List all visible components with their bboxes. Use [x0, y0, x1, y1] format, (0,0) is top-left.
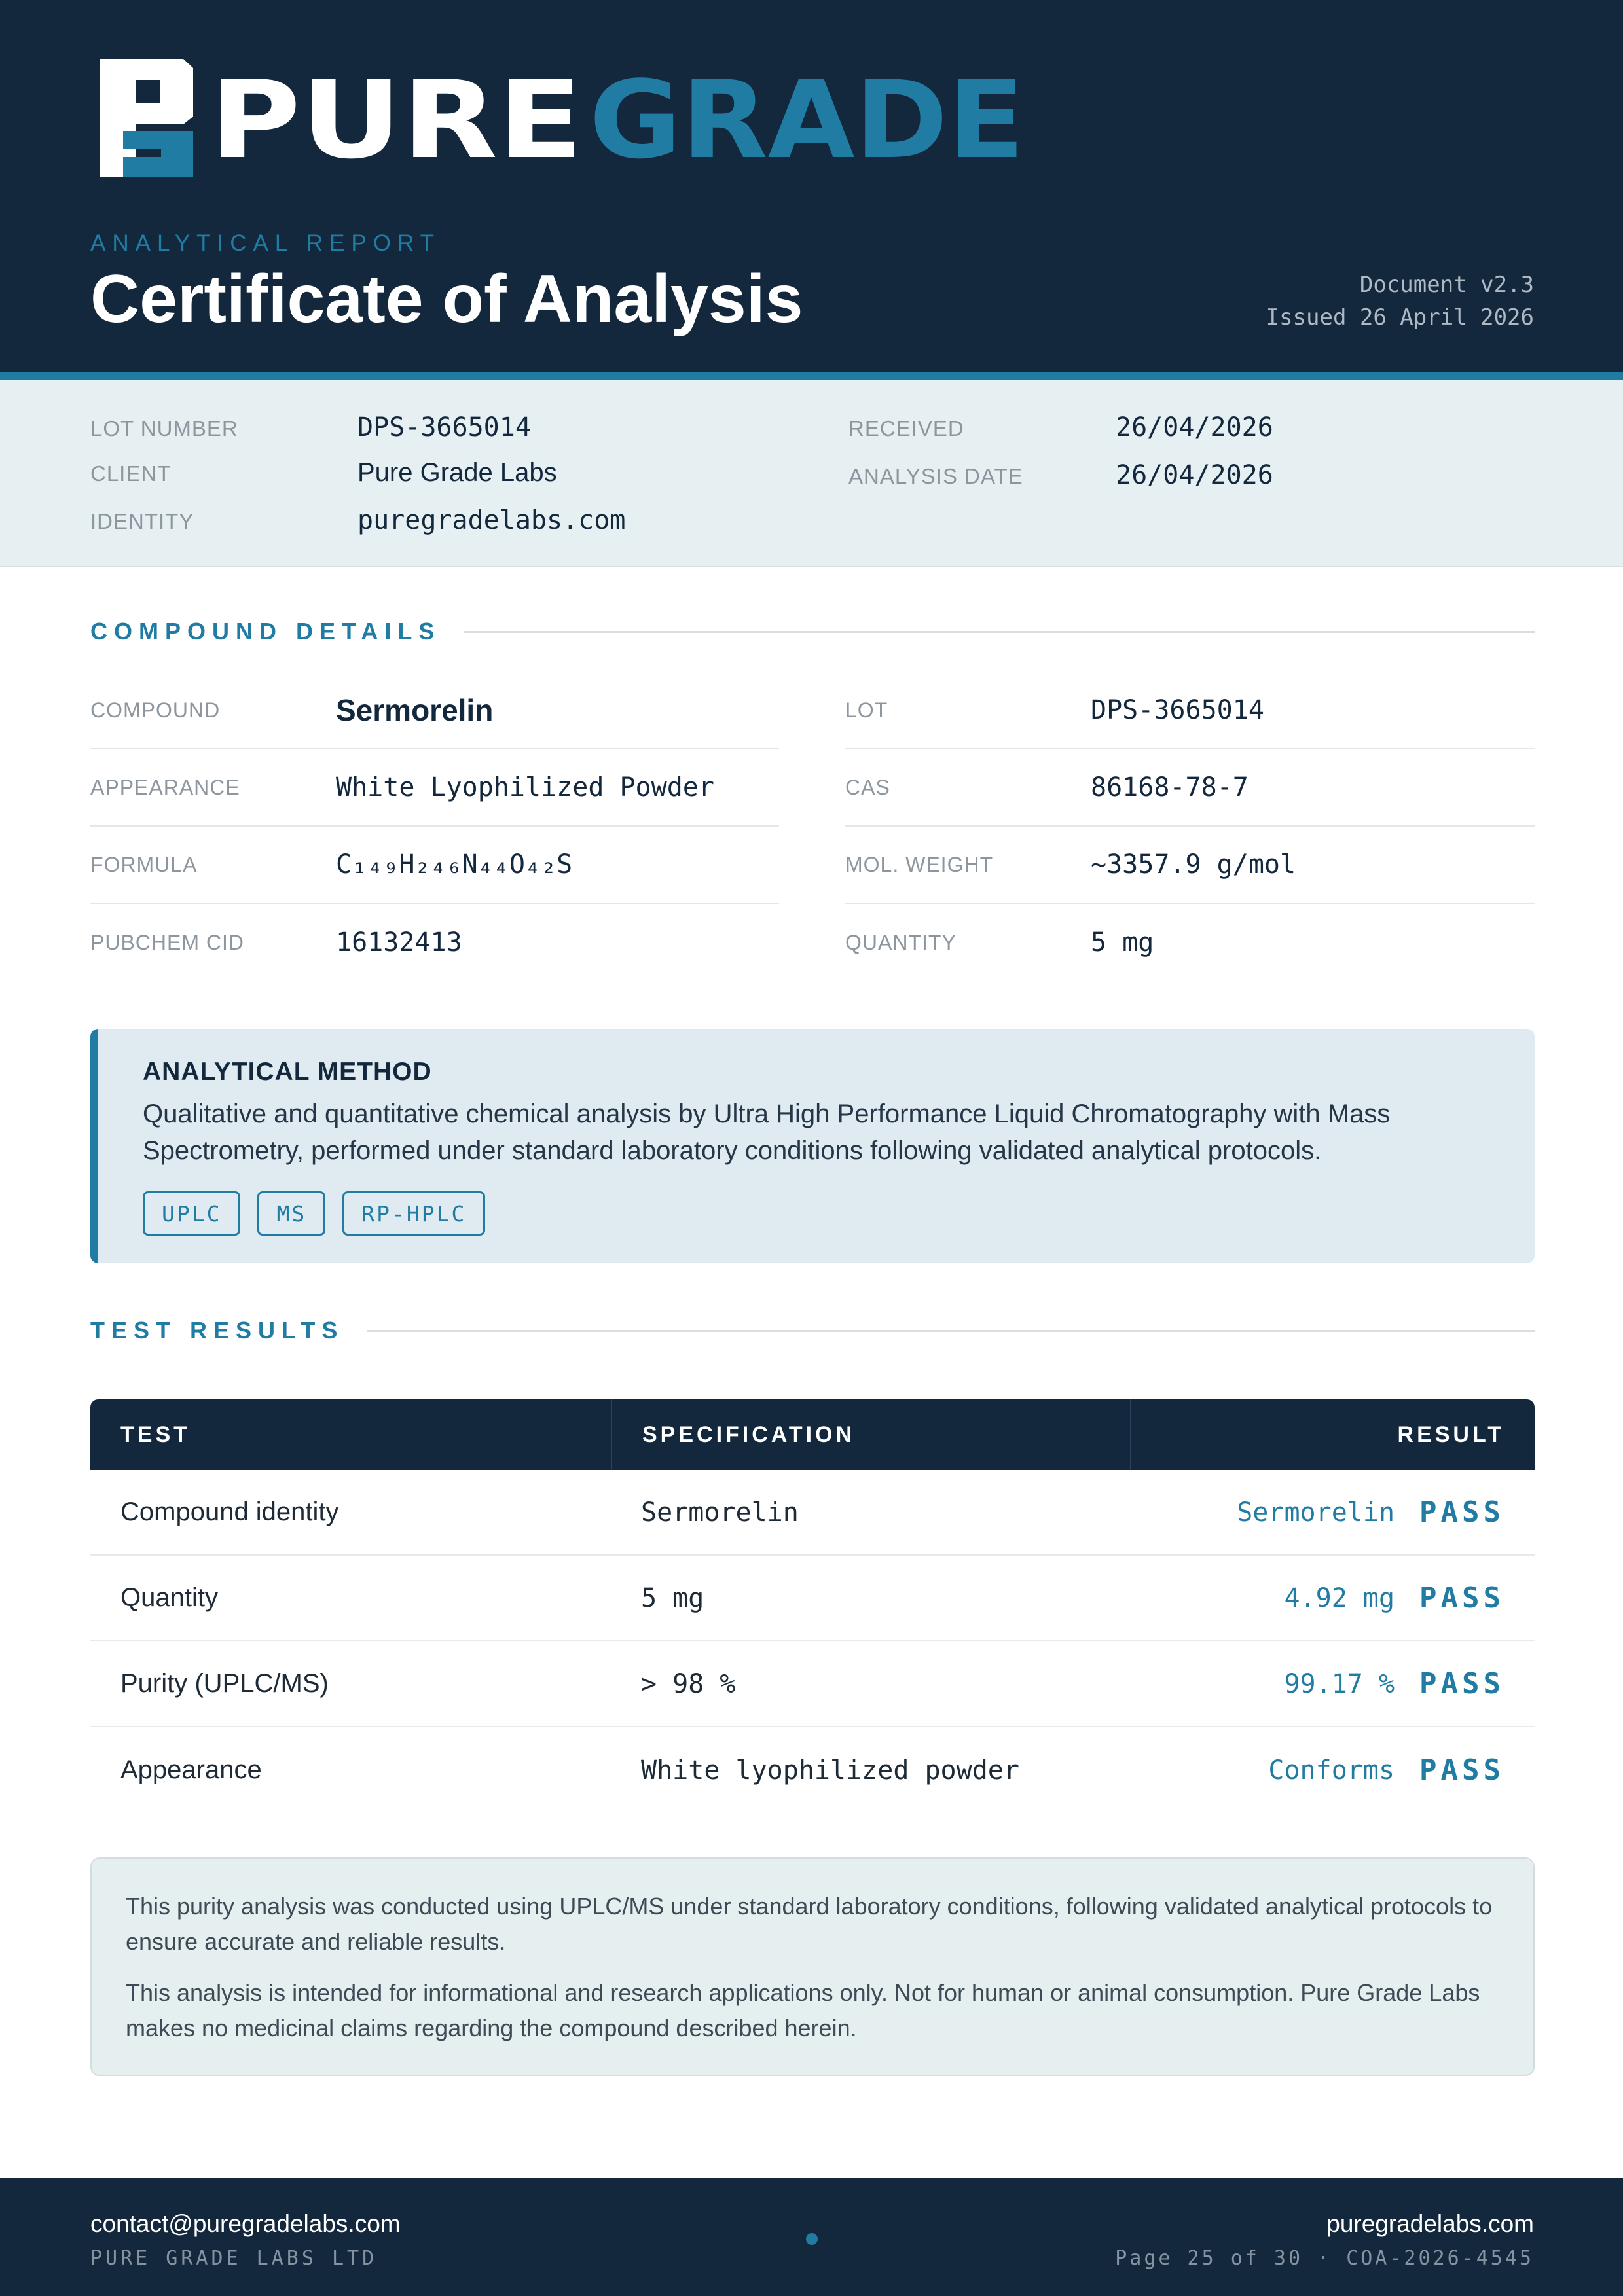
result-value: Sermorelin — [1237, 1497, 1395, 1528]
specification: White lyophilized powder — [641, 1755, 1019, 1785]
cas-field — [845, 749, 1535, 827]
column-header-specification: SPECIFICATION — [611, 1399, 1131, 1470]
field-value: ~3357.9 g/mol — [1091, 850, 1296, 880]
field-value: 16132413 — [336, 927, 462, 958]
disclaimer-notes — [90, 1857, 1535, 2076]
table-row — [90, 1641, 1535, 1727]
lot-info-band — [0, 380, 1623, 567]
method-description: Qualitative and quantitative chemical analysis by Ultra High Performance Liquid Chromatography with Mass Spectrometry, performed under standard laboratory conditions following validated analytical protocols. — [143, 1100, 1391, 1165]
field-label: PUBCHEM CID — [90, 930, 245, 954]
website: puregradelabs.com — [1326, 2210, 1534, 2237]
issue-date: Issued 26 April 2026 — [1266, 304, 1534, 331]
field-label: CAS — [845, 775, 890, 799]
test-name: Appearance — [120, 1755, 262, 1784]
methodology-note: This purity analysis was conducted using UPLC/MS under standard laboratory conditions, following validated analytical protocols to ensure accurate and reliable results. — [126, 1893, 1493, 1955]
pass-badge: PASS — [1419, 1667, 1504, 1700]
field-label: FORMULA — [90, 852, 198, 876]
field-value: DPS-3665014 — [1091, 695, 1264, 725]
lot-number-value: DPS-3665014 — [357, 412, 531, 442]
field-value: White Lyophilized Powder — [336, 772, 714, 802]
contact-email: contact@puregradelabs.com — [90, 2210, 401, 2237]
field-label: APPEARANCE — [90, 775, 240, 799]
identity-value: puregradelabs.com — [357, 505, 626, 535]
client-row — [90, 458, 557, 488]
table-row — [90, 1727, 1535, 1813]
document-version: Document v2.3 — [1359, 272, 1534, 298]
lot-number-label: LOT NUMBER — [90, 416, 238, 440]
results-table — [90, 1399, 1535, 1813]
compound-field — [90, 672, 779, 749]
result-value: Conforms — [1268, 1755, 1395, 1785]
test-results-title: TEST RESULTS — [90, 1317, 344, 1344]
pass-badge: PASS — [1419, 1753, 1504, 1787]
method-tag: MS — [257, 1191, 325, 1236]
table-row — [90, 1556, 1535, 1641]
result-cell — [1131, 1667, 1535, 1700]
section-divider — [464, 631, 1535, 633]
field-label: QUANTITY — [845, 930, 957, 954]
client-label: CLIENT — [90, 461, 172, 486]
report-footer — [0, 2178, 1623, 2296]
pass-badge: PASS — [1419, 1581, 1504, 1615]
field-label: LOT — [845, 698, 888, 722]
quantity-field — [845, 904, 1535, 981]
appearance-field — [90, 749, 779, 827]
section-divider — [367, 1330, 1535, 1332]
field-value: 5 mg — [1091, 927, 1154, 958]
method-tag: RP-HPLC — [342, 1191, 485, 1236]
analysis-date-row — [848, 460, 1273, 490]
result-cell — [1131, 1753, 1535, 1787]
header-accent-stripe — [0, 372, 1623, 380]
logo-word-grade: GRADE — [589, 59, 1025, 183]
field-value: 86168-78-7 — [1091, 772, 1249, 802]
received-value: 26/04/2026 — [1116, 412, 1273, 442]
received-row — [848, 412, 1273, 442]
method-tag: UPLC — [143, 1191, 240, 1236]
field-value: C₁₄₉H₂₄₆N₄₄O₄₂S — [336, 850, 573, 880]
result-cell — [1131, 1496, 1535, 1529]
compound-details-heading — [90, 618, 1535, 645]
specification: > 98 % — [641, 1668, 736, 1699]
field-label: COMPOUND — [90, 698, 221, 722]
page-title: Certificate of Analysis — [90, 261, 803, 337]
specification: Sermorelin — [641, 1497, 799, 1528]
test-results-heading — [90, 1317, 1535, 1344]
lot-number-row — [90, 412, 531, 442]
report-kicker: ANALYTICAL REPORT — [90, 230, 441, 256]
lot-field — [845, 672, 1535, 749]
client-value: Pure Grade Labs — [357, 458, 557, 487]
column-header-test: TEST — [120, 1422, 191, 1447]
footer-dot-icon — [806, 2233, 818, 2245]
pure-grade-logo — [98, 59, 1028, 183]
test-name: Purity (UPLC/MS) — [120, 1669, 329, 1698]
specification: 5 mg — [641, 1583, 704, 1613]
identity-label: IDENTITY — [90, 509, 194, 533]
mol-weight-field — [845, 827, 1535, 904]
result-value: 4.92 mg — [1284, 1583, 1395, 1613]
formula-field — [90, 827, 779, 904]
result-value: 99.17 % — [1284, 1668, 1395, 1699]
column-header-result: RESULT — [1397, 1422, 1504, 1447]
result-cell — [1131, 1581, 1535, 1615]
test-name: Compound identity — [120, 1498, 339, 1526]
research-use-disclaimer: This analysis is intended for informational and research applications only. Not for human or animal consumption. Pure Grade Labs makes no medicinal claims regarding the compound described herein. — [126, 1979, 1480, 2041]
report-header — [0, 0, 1623, 372]
company-name: PURE GRADE LABS LTD — [90, 2247, 378, 2270]
received-label: RECEIVED — [848, 416, 964, 440]
test-name: Quantity — [120, 1583, 218, 1612]
table-row — [90, 1470, 1535, 1556]
pubchem-field — [90, 904, 779, 981]
compound-details-title: COMPOUND DETAILS — [90, 618, 441, 645]
field-label: MOL. WEIGHT — [845, 852, 994, 876]
page-number: Page 25 of 30 · COA-2026-4545 — [1115, 2247, 1534, 2270]
results-table-header — [90, 1399, 1535, 1470]
method-tags — [143, 1191, 485, 1236]
document-meta — [1266, 268, 1534, 334]
identity-row — [90, 505, 625, 535]
analysis-date-value: 26/04/2026 — [1116, 460, 1273, 490]
logo-word-pure: PURE — [210, 59, 583, 183]
method-title: ANALYTICAL METHOD — [143, 1058, 432, 1086]
pass-badge: PASS — [1419, 1496, 1504, 1529]
analysis-date-label: ANALYSIS DATE — [848, 464, 1023, 488]
compound-name: Sermorelin — [336, 693, 494, 727]
analytical-method-box — [90, 1029, 1535, 1263]
